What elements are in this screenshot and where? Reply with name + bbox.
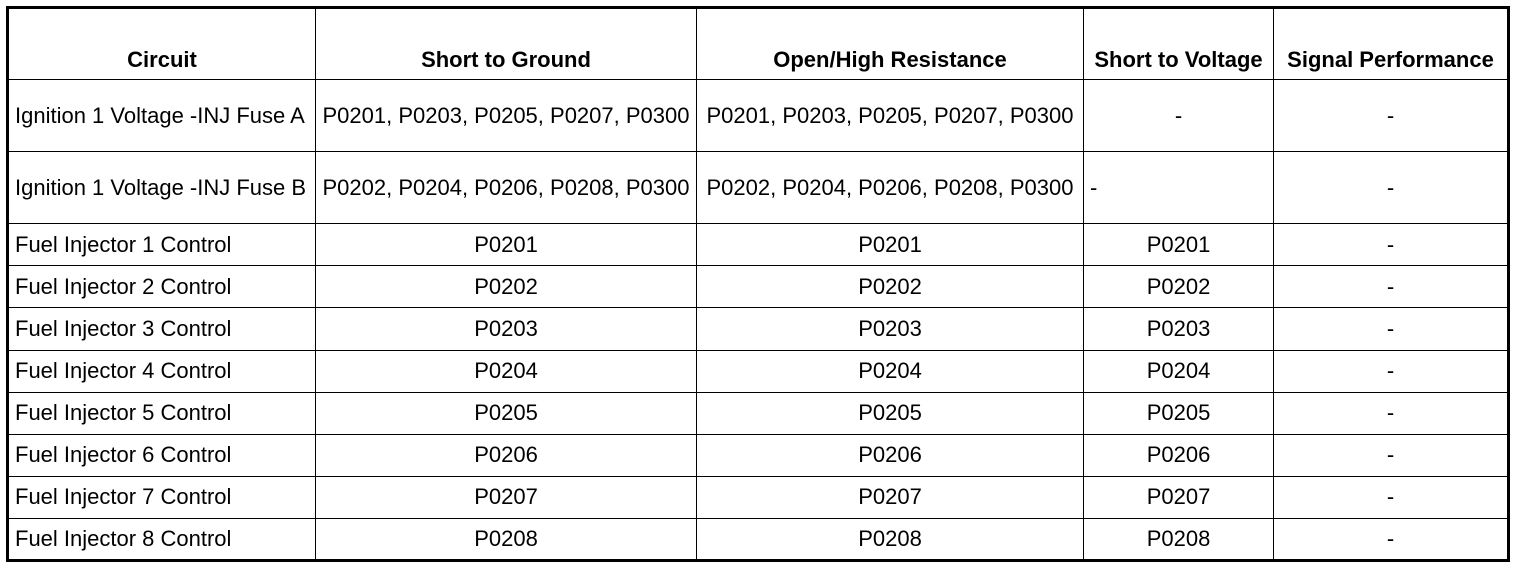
table-row: [8, 80, 1509, 152]
signal-performance-cell: -: [1274, 266, 1509, 308]
short-to-ground-cell: P0201, P0203, P0205, P0207, P0300: [316, 80, 697, 152]
table-row: [8, 392, 1509, 434]
circuit-cell: Ignition 1 Voltage -INJ Fuse B: [8, 152, 316, 224]
circuit-cell: Fuel Injector 2 Control: [8, 266, 316, 308]
open-high-resistance-cell: P0207: [697, 476, 1084, 518]
table-row: [8, 266, 1509, 308]
short-to-voltage-cell: P0202: [1084, 266, 1274, 308]
short-to-ground-cell: P0204: [316, 350, 697, 392]
short-to-ground-cell: P0202: [316, 266, 697, 308]
short-to-voltage-cell: P0207: [1084, 476, 1274, 518]
short-to-ground-cell: P0206: [316, 434, 697, 476]
short-to-voltage-cell: P0203: [1084, 308, 1274, 350]
open-high-resistance-cell: P0202: [697, 266, 1084, 308]
signal-performance-cell: -: [1274, 80, 1509, 152]
column-header-open-high-resistance: Open/High Resistance: [697, 8, 1084, 80]
signal-performance-cell: -: [1274, 476, 1509, 518]
signal-performance-cell: -: [1274, 224, 1509, 266]
short-to-voltage-cell: P0201: [1084, 224, 1274, 266]
open-high-resistance-cell: P0202, P0204, P0206, P0208, P0300: [697, 152, 1084, 224]
table-row: [8, 476, 1509, 518]
circuit-cell: Fuel Injector 8 Control: [8, 518, 316, 560]
circuit-cell: Fuel Injector 6 Control: [8, 434, 316, 476]
dtc-circuit-table: [6, 6, 1510, 562]
table-row: [8, 434, 1509, 476]
signal-performance-cell: -: [1274, 434, 1509, 476]
open-high-resistance-cell: P0203: [697, 308, 1084, 350]
short-to-ground-cell: P0205: [316, 392, 697, 434]
circuit-cell: Fuel Injector 7 Control: [8, 476, 316, 518]
table-row: [8, 224, 1509, 266]
short-to-ground-cell: P0201: [316, 224, 697, 266]
open-high-resistance-cell: P0201: [697, 224, 1084, 266]
circuit-cell: Fuel Injector 3 Control: [8, 308, 316, 350]
short-to-voltage-cell: -: [1084, 80, 1274, 152]
column-header-short-to-voltage: Short to Voltage: [1084, 8, 1274, 80]
short-to-ground-cell: P0208: [316, 518, 697, 560]
table-row: [8, 152, 1509, 224]
short-to-ground-cell: P0207: [316, 476, 697, 518]
open-high-resistance-cell: P0208: [697, 518, 1084, 560]
header-row: [8, 8, 1509, 80]
table-row: [8, 308, 1509, 350]
short-to-voltage-cell: -: [1084, 152, 1274, 224]
circuit-cell: Fuel Injector 5 Control: [8, 392, 316, 434]
table-row: [8, 518, 1509, 560]
table-row: [8, 350, 1509, 392]
circuit-cell: Fuel Injector 4 Control: [8, 350, 316, 392]
short-to-voltage-cell: P0205: [1084, 392, 1274, 434]
signal-performance-cell: -: [1274, 350, 1509, 392]
open-high-resistance-cell: P0204: [697, 350, 1084, 392]
open-high-resistance-cell: P0201, P0203, P0205, P0207, P0300: [697, 80, 1084, 152]
circuit-cell: Ignition 1 Voltage -INJ Fuse A: [8, 80, 316, 152]
signal-performance-cell: -: [1274, 308, 1509, 350]
open-high-resistance-cell: P0206: [697, 434, 1084, 476]
signal-performance-cell: -: [1274, 518, 1509, 560]
circuit-cell: Fuel Injector 1 Control: [8, 224, 316, 266]
column-header-signal-performance: Signal Performance: [1274, 8, 1509, 80]
signal-performance-cell: -: [1274, 152, 1509, 224]
short-to-ground-cell: P0203: [316, 308, 697, 350]
column-header-circuit: Circuit: [8, 8, 316, 80]
column-header-short-to-ground: Short to Ground: [316, 8, 697, 80]
open-high-resistance-cell: P0205: [697, 392, 1084, 434]
short-to-ground-cell: P0202, P0204, P0206, P0208, P0300: [316, 152, 697, 224]
short-to-voltage-cell: P0206: [1084, 434, 1274, 476]
signal-performance-cell: -: [1274, 392, 1509, 434]
short-to-voltage-cell: P0204: [1084, 350, 1274, 392]
short-to-voltage-cell: P0208: [1084, 518, 1274, 560]
